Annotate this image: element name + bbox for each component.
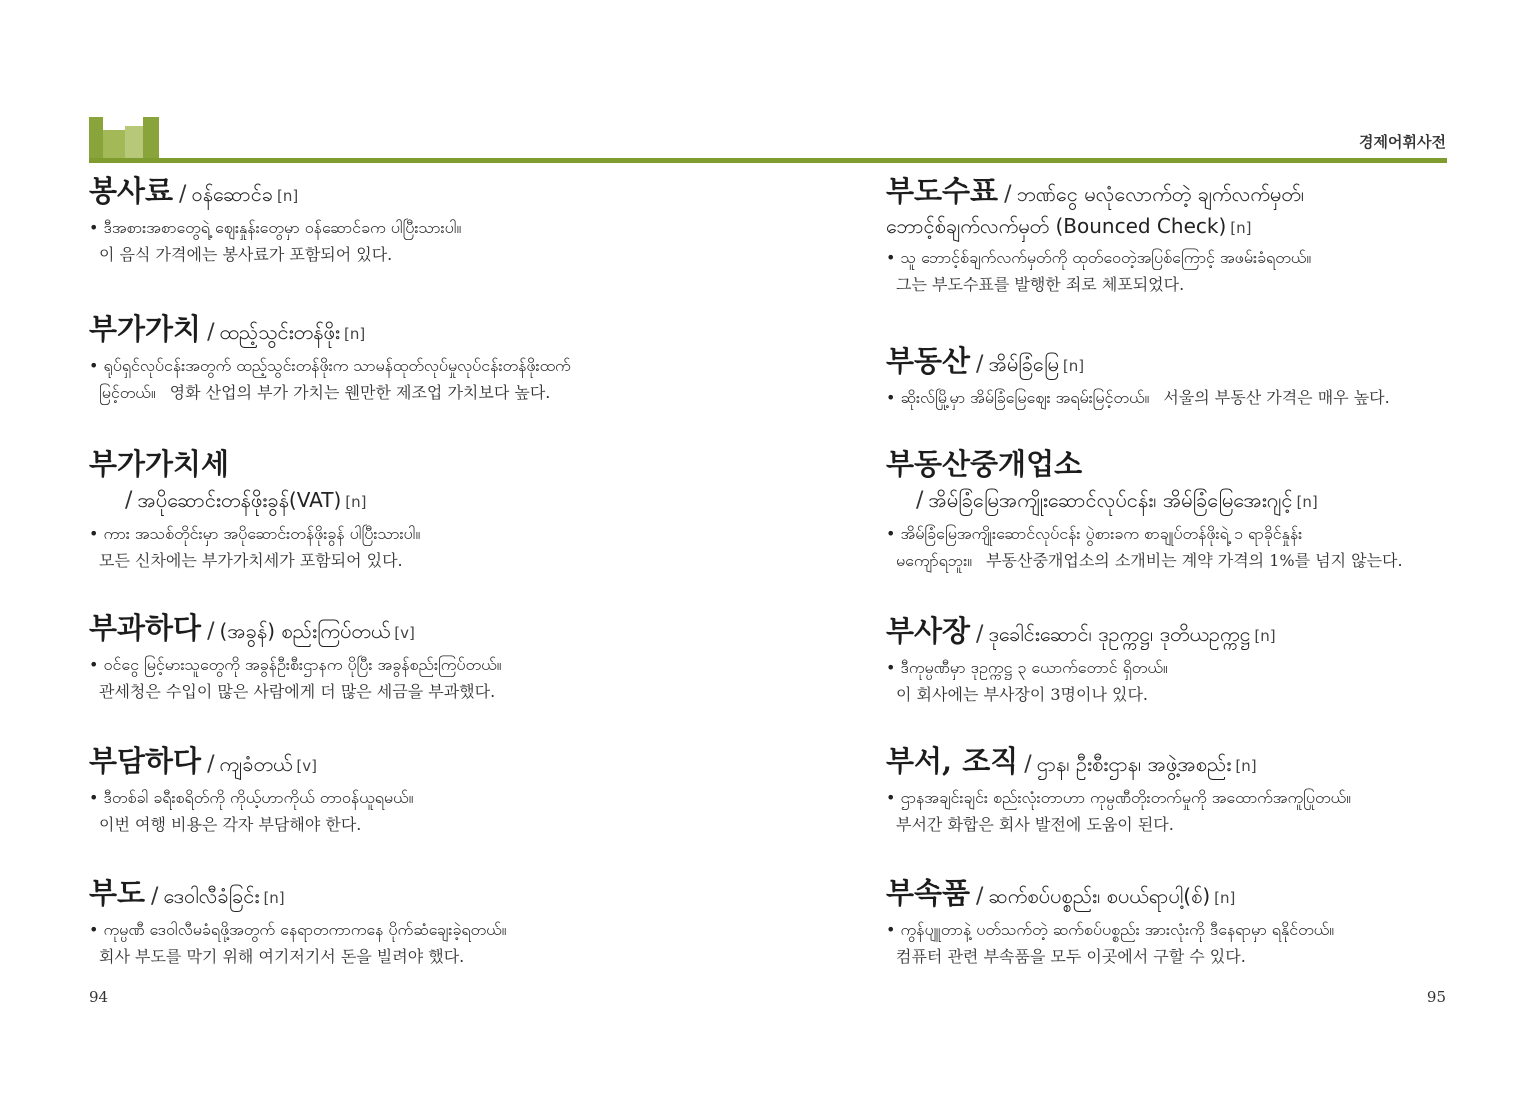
example-myanmar: • ဒီအစားအစာတွေရဲ့ ဈေးနှုန်းတွေမှာ ဝန်ဆောင်ခက ပါပြီးသားပါ။: [89, 218, 462, 238]
headword: 부도수표: [886, 174, 999, 208]
example-myanmar: • သူ ဘောင့်စ်ချက်လက်မှတ်ကို ထုတ်ဝေတဲ့အပြစ်ကြောင့် အဖမ်းခံရတယ်။: [886, 248, 1312, 268]
headword: 부사장: [886, 614, 971, 648]
pos-tag: [n]: [345, 493, 367, 512]
meaning: အပိုဆောင်းတန်ဖိုးခွန်(VAT): [137, 488, 342, 513]
example-myanmar: • ကား အသစ်တိုင်းမှာ အပိုဆောင်းတန်ဖိုးခွန် ပါပြီးသားပါ။: [89, 524, 421, 544]
example-myanmar: • ဒီကုမ္ပဏီမှာ ဒုဥက္ကဋ္ဌ ၃ ယောက်တောင် ရှိတယ်။: [886, 658, 1168, 678]
example-myanmar-cont: မကျော်ရဘူး။: [896, 550, 973, 570]
example-korean: 부서간 화합은 회사 발전에 도움이 된다.: [896, 814, 1174, 834]
example-myanmar: • ဒီတစ်ခါ ခရီးစရိတ်ကို ကိုယ့်ဟာကိုယ် တာဝန်ယူရမယ်။: [89, 788, 414, 808]
entry: 부도수표 / ဘဏ်ငွေ မလုံလောက်တဲ့ ချက်လက်မှတ်၊ ဘောင့်စ်ချက်လက်မှတ် (Bounced Check) [n] • သူ ဘောင့်စ်ချက်လက်မှတ်ကို ထုတ်ဝေတဲ့အပြစ်ကြောင့် အဖမ်းခံရတယ်။ 그는 부도수표를 발행한 죄로 체포되었다.: [886, 172, 1526, 298]
pos-tag: [v]: [296, 757, 317, 775]
headword: 부동산중개업소: [886, 447, 1083, 481]
deco-bar-3: [125, 126, 143, 160]
example-korean: 이번 여행 비용은 각자 부담해야 한다.: [99, 814, 362, 834]
pos-tag: [n]: [1230, 219, 1252, 238]
example-korean: 모든 신차에는 부가가치세가 포함되어 있다.: [99, 550, 403, 570]
example-myanmar: • ဌာနအချင်းချင်း စည်းလုံးတာဟာ ကုမ္ပဏီတိုးတက်မှုကို အထောက်အကူပြုတယ်။: [886, 788, 1351, 808]
example-korean: 이 회사에는 부사장이 3명이나 있다.: [896, 684, 1148, 704]
meaning: အိမ်ခြံမြေအကျိုးဆောင်လုပ်ငန်း၊ အိမ်ခြံမြေအေးဂျင့်: [928, 488, 1293, 513]
headword: 부서, 조직: [886, 744, 1019, 778]
example-myanmar: • ကွန်ပျူတာနဲ့ ပတ်သက်တဲ့ ဆက်စပ်ပစ္စည်း အားလုံးကို ဒီနေရာမှာ ရနိုင်တယ်။: [886, 920, 1335, 940]
pos-tag: [n]: [277, 187, 299, 205]
pos-tag: [v]: [394, 624, 415, 642]
pos-tag: [n]: [1235, 757, 1257, 775]
meaning-cont: ဘောင့်စ်ချက်လက်မှတ် (Bounced Check): [886, 214, 1227, 239]
headword: 봉사료: [89, 174, 174, 208]
headword: 부담하다: [89, 744, 202, 778]
deco-bar-2: [103, 130, 125, 160]
pos-tag: [n]: [1062, 357, 1085, 375]
meaning: ကျခံတယ်: [219, 752, 293, 776]
pos-tag: [n]: [1254, 627, 1276, 645]
page-number-right: 95: [1426, 988, 1446, 1006]
pos-tag: [n]: [1214, 889, 1236, 907]
headword: 부도: [89, 876, 146, 910]
example-korean: 그는 부도수표를 발행한 죄로 체포되었다.: [896, 274, 1185, 294]
meaning: ဌာန၊ ဦးစီးဌာန၊ အဖွဲ့အစည်း: [1036, 752, 1232, 776]
example-korean: 관세청은 수입이 많은 사람에게 더 많은 세금을 부과했다.: [99, 681, 496, 701]
meaning: ဆက်စပ်ပစ္စည်း၊ စပယ်ရာပါ့(စ်): [988, 884, 1211, 908]
entry: 부가가치 / ထည့်သွင်းတန်ဖိုး [n] • ရုပ်ရှင်လုပ်ငန်းအတွက် ထည့်သွင်းတန်ဖိုးက သာမန်ထုတ်လုပ်မှုလုပ်ငန်းတန်ဖိုးထက် မြင့်တယ်။ 영화 산업의 부가 가치는 웬만한 제조업 가치보다 높다.: [89, 310, 729, 406]
header-decoration: [89, 117, 159, 160]
entry: 부과하다 / (အခွန်) စည်းကြပ်တယ် [v] • ဝင်ငွေ မြင့်မားသူတွေကို အခွန်ဦးစီးဌာနက ပိုပြီး အခွန်စည်းကြပ်တယ်။ 관세청은 수입이 많은 사람에게 더 많은 세금을 부과했다.: [89, 609, 729, 705]
headword: 부과하다: [89, 611, 202, 645]
meaning: (အခွန်) စည်းကြပ်တယ်: [219, 619, 391, 643]
deco-bar-4: [143, 117, 159, 160]
example-korean: 영화 산업의 부가 가치는 웬만한 제조업 가치보다 높다.: [169, 382, 551, 402]
header-rule: [89, 158, 1447, 163]
entry: 부동산중개업소 / အိမ်ခြံမြေအကျိုးဆောင်လုပ်ငန်း၊ အိမ်ခြံမြေအေးဂျင့် [n] • အိမ်ခြံမြေအကျိုးဆောင်လုပ်ငန်း ပွဲစားခက စာချုပ်တန်ဖိုးရဲ့ ၁ ရာခိုင်နှုန်း မကျော်ရဘူး။ 부동산중개업소의 소개비는 계약 가격의 1%를 넘지 않는다.: [886, 445, 1526, 574]
example-myanmar: • ကုမ္ပဏီ ဒေဝါလီမခံရဖို့အတွက် နေရာတကာကနေ ပိုက်ဆံချေးခဲ့ရတယ်။: [89, 920, 507, 940]
meaning: ဒေဝါလီခံခြင်း: [163, 884, 260, 908]
example-korean: 회사 부도를 막기 위해 여기저기서 돈을 빌려야 했다.: [99, 946, 465, 966]
example-myanmar: • အိမ်ခြံမြေအကျိုးဆောင်လုပ်ငန်း ပွဲစားခက စာချုပ်တန်ဖိုးရဲ့ ၁ ရာခိုင်နှုန်း: [886, 524, 1303, 544]
headword: 부동산: [886, 344, 971, 378]
pos-tag: [n]: [1296, 493, 1318, 512]
example-myanmar: • ဝင်ငွေ မြင့်မားသူတွေကို အခွန်ဦးစီးဌာနက ပိုပြီး အခွန်စည်းကြပ်တယ်။: [89, 655, 502, 675]
meaning: ထည့်သွင်းတန်ဖိုး: [219, 320, 340, 344]
entry: 부서, 조직 / ဌာန၊ ဦးစီးဌာန၊ အဖွဲ့အစည်း [n] • ဌာနအချင်းချင်း စည်းလုံးတာဟာ ကုမ္ပဏီတိုးတက်မှုကို အထောက်အကူပြုတယ်။ 부서간 화합은 회사 발전에 도움이 된다.: [886, 742, 1526, 838]
entry: 부가가치세 / အပိုဆောင်းတန်ဖိုးခွန်(VAT) [n] • ကား အသစ်တိုင်းမှာ အပိုဆောင်းတန်ဖိုးခွန် ပါပြီးသားပါ။ 모든 신차에는 부가가치세가 포함되어 있다.: [89, 445, 729, 574]
headword: 부가가치세: [89, 447, 230, 481]
example-korean: 컴퓨터 관련 부속품을 모두 이곳에서 구할 수 있다.: [896, 946, 1246, 966]
entry: 부도 / ဒေဝါလီခံခြင်း [n] • ကုမ္ပဏီ ဒေဝါလီမခံရဖို့အတွက် နေရာတကာကနေ ပိုက်ဆံချေးခဲ့ရတယ်။ 회사 부도를 막기 위해 여기저기서 돈을 빌려야 했다.: [89, 874, 729, 970]
running-header: 경제어휘사전: [1359, 133, 1446, 151]
entry: 부담하다 / ကျခံတယ် [v] • ဒီတစ်ခါ ခရီးစရိတ်ကို ကိုယ့်ဟာကိုယ် တာဝန်ယူရမယ်။ 이번 여행 비용은 각자 부담해야 한다.: [89, 742, 729, 838]
entry: 봉사료 / ဝန်ဆောင်ခ [n] • ဒီအစားအစာတွေရဲ့ ဈေးနှုန်းတွေမှာ ဝန်ဆောင်ခက ပါပြီးသားပါ။ 이 음식 가격에는 봉사료가 포함되어 있다.: [89, 172, 729, 268]
pos-tag: [n]: [263, 889, 285, 907]
example-myanmar: • ဆိုးလ်မြို့မှာ အိမ်ခြံမြေဈေး အရမ်းမြင့်တယ်။: [886, 388, 1150, 408]
meaning: ဝန်ဆောင်ခ: [191, 182, 274, 206]
example-myanmar: • ရုပ်ရှင်လုပ်ငန်းအတွက် ထည့်သွင်းတန်ဖိုးက သာမန်ထုတ်လုပ်မှုလုပ်ငန်းတန်ဖိုးထက်: [89, 356, 571, 376]
pos-tag: [n]: [344, 325, 366, 343]
entry: 부사장 / ဒုခေါင်းဆောင်၊ ဒုဥက္ကဋ္ဌ၊ ဒုတိယဥက္ကဋ္ဌ [n] • ဒီကုမ္ပဏီမှာ ဒုဥက္ကဋ္ဌ ၃ ယောက်တောင် ရှိတယ်။ 이 회사에는 부사장이 3명이나 있다.: [886, 612, 1526, 708]
example-korean: 서울의 부동산 가격은 매우 높다.: [1163, 388, 1390, 408]
entry: 부동산 / အိမ်ခြံမြေ [n] • ဆိုးလ်မြို့မှာ အိမ်ခြံမြေဈေး အရမ်းမြင့်တယ်။ 서울의 부동산 가격은 매우 높다.: [886, 344, 1390, 408]
example-myanmar-cont: မြင့်တယ်။: [99, 382, 156, 402]
meaning: ဒုခေါင်းဆောင်၊ ဒုဥက္ကဋ္ဌ၊ ဒုတိယဥက္ကဋ္ဌ: [988, 622, 1251, 646]
entry: 부속품 / ဆက်စပ်ပစ္စည်း၊ စပယ်ရာပါ့(စ်) [n] • ကွန်ပျူတာနဲ့ ပတ်သက်တဲ့ ဆက်စပ်ပစ္စည်း အားလုံးကို ဒီနေရာမှာ ရနိုင်တယ်။ 컴퓨터 관련 부속품을 모두 이곳에서 구할 수 있다.: [886, 874, 1526, 970]
deco-bar-1: [89, 117, 103, 160]
example-korean: 이 음식 가격에는 봉사료가 포함되어 있다.: [99, 244, 393, 264]
page-number-left: 94: [89, 988, 109, 1006]
meaning: အိမ်ခြံမြေ: [988, 352, 1059, 376]
example-korean: 부동산중개업소의 소개비는 계약 가격의 1%를 넘지 않는다.: [986, 550, 1403, 570]
headword: 부가가치: [89, 312, 202, 346]
headword: 부속품: [886, 876, 971, 910]
meaning: ဘဏ်ငွေ မလုံလောက်တဲ့ ချက်လက်မှတ်၊: [1016, 182, 1304, 206]
